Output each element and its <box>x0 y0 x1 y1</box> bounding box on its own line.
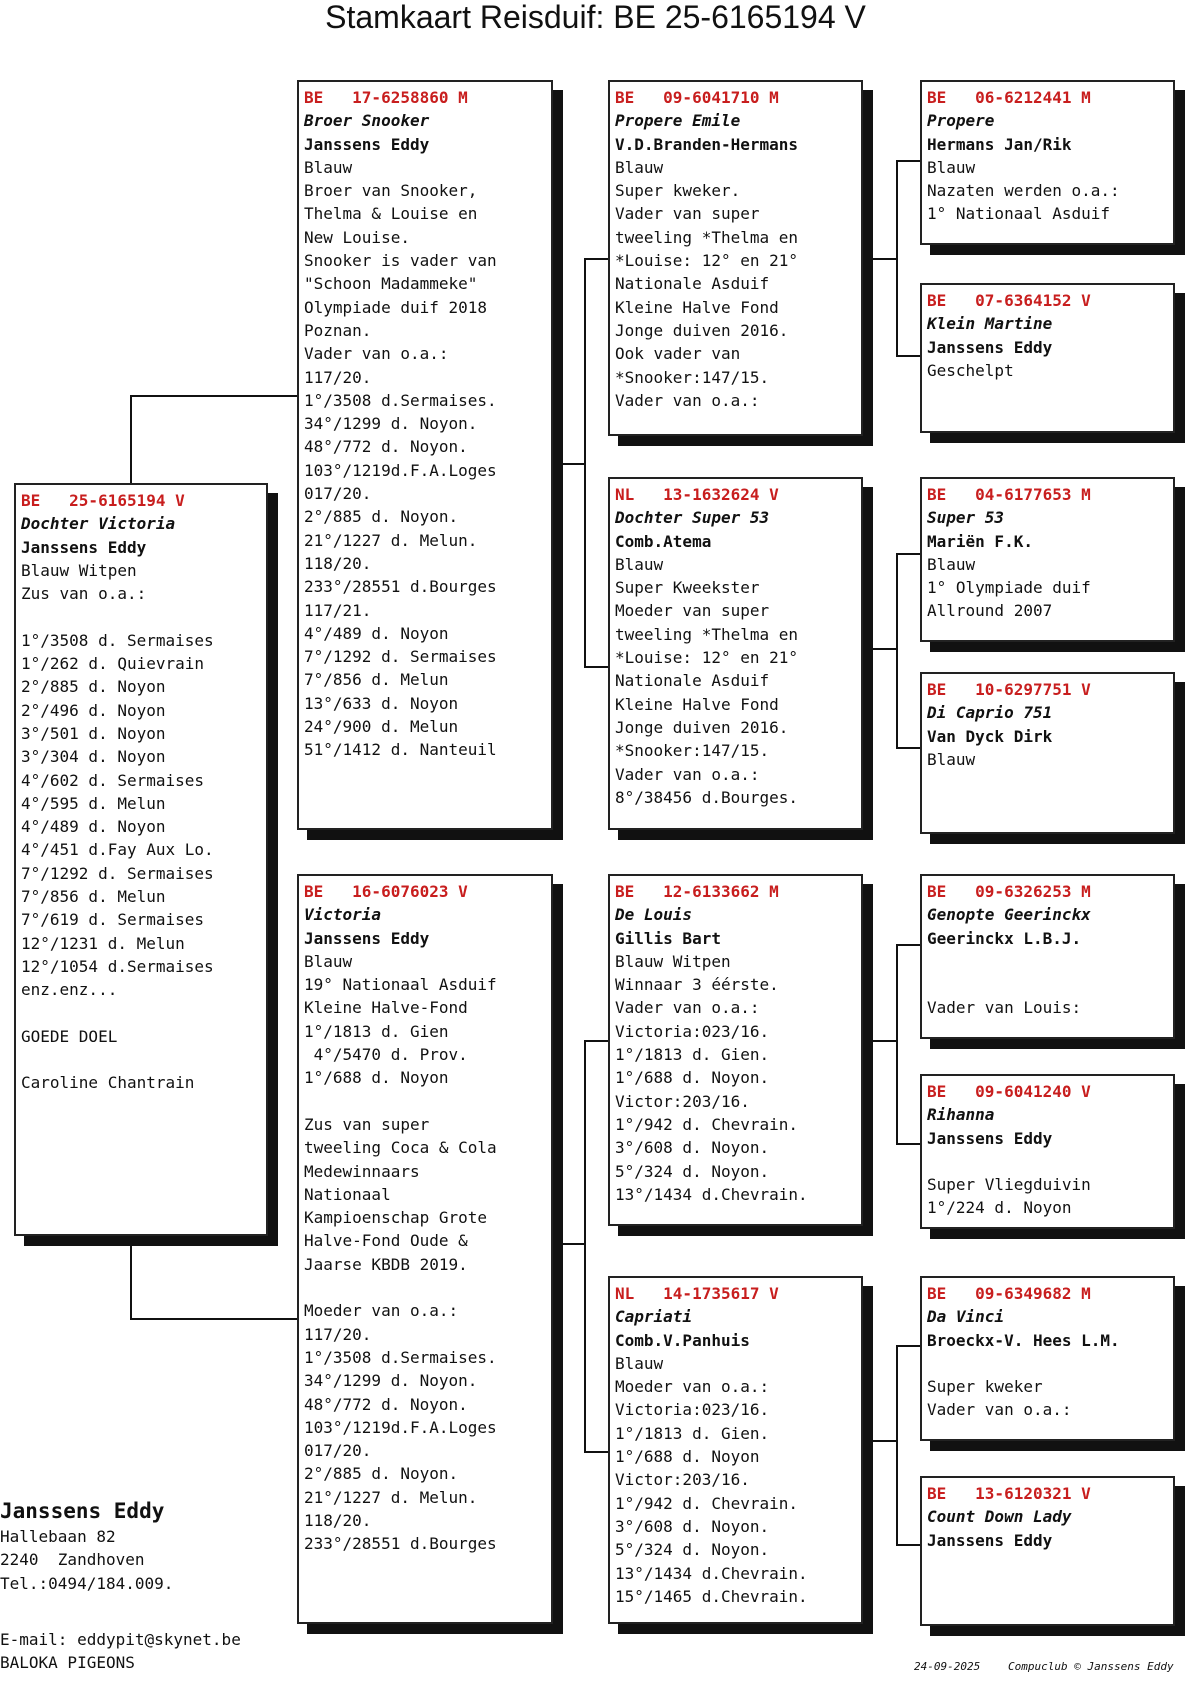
card-line: Victor:203/16. <box>615 1470 750 1490</box>
card-line: 117/21. <box>304 600 372 620</box>
connector-line <box>896 160 920 162</box>
card-line: 4°/489 d. Noyon <box>304 623 449 643</box>
card-line: 3°/608 d. Noyon. <box>615 1138 770 1158</box>
card-line: *Louise: 12° en 21° <box>615 251 799 271</box>
card-line <box>21 1002 261 1025</box>
card-line: tweeling *Thelma en <box>615 624 799 644</box>
ring-number: BE 09-6041710 M <box>615 88 779 107</box>
card-line: Blauw <box>615 1353 664 1373</box>
card-line: Kleine Halve Fond <box>615 297 779 317</box>
card-line: 12°/1054 d.Sermaises <box>21 956 214 976</box>
breeder-name: Broeckx-V. Hees L.M. <box>927 1330 1120 1350</box>
card-line: *Snooker:147/15. <box>615 741 770 761</box>
ring-number: BE 06-6212441 M <box>927 88 1091 107</box>
connector-line <box>896 553 898 749</box>
card-line: 8°/38456 d.Bourges. <box>615 787 799 807</box>
card-line <box>21 605 261 628</box>
pigeon-name: Super 53 <box>927 508 1005 528</box>
card-line: 3°/501 d. Noyon <box>21 723 166 743</box>
breeder-name: Janssens Eddy <box>927 337 1053 357</box>
card-line: Blauw <box>615 554 664 574</box>
ring-number: NL 14-1735617 V <box>615 1284 779 1303</box>
card-line: Super kweker <box>927 1377 1043 1397</box>
card-line: Vader van o.a.: <box>304 344 449 364</box>
pigeon-name: Count Down Lady <box>927 1507 1072 1527</box>
connector-line <box>130 1318 298 1320</box>
card-line: *Louise: 12° en 21° <box>615 648 799 668</box>
card-line: Snooker is vader van <box>304 251 497 271</box>
card-line: 4°/489 d. Noyon <box>21 817 166 837</box>
card-line: 117/20. <box>304 367 372 387</box>
card-line: 21°/1227 d. Melun. <box>304 530 478 550</box>
card-line: 5°/324 d. Noyon. <box>615 1540 770 1560</box>
card-line: Super Vliegduivin <box>927 1175 1091 1195</box>
card-line: Jaarse KBDB 2019. <box>304 1254 468 1274</box>
card-line: 13°/1434 d.Chevrain. <box>615 1184 808 1204</box>
card-line: Blauw <box>927 554 976 574</box>
pedigree-card-subject <box>14 483 268 1236</box>
card-line: Nationale Asduif <box>615 671 770 691</box>
connector-line <box>896 1345 898 1546</box>
connector-line <box>584 1040 586 1453</box>
connector-line <box>584 258 608 260</box>
card-line: 118/20. <box>304 1511 372 1531</box>
pigeon-name: Victoria <box>304 905 382 925</box>
owner-contact <box>0 1628 300 1675</box>
pedigree-card-sire <box>297 80 553 830</box>
card-line: 1°/1813 d. Gien <box>304 1021 449 1041</box>
pedigree-card-dd-dam <box>920 1476 1175 1626</box>
card-line: 1°/224 d. Noyon <box>927 1198 1072 1218</box>
card-line: 1°/3508 d.Sermaises. <box>304 390 497 410</box>
connector-line <box>866 648 898 650</box>
connector-line <box>896 1143 920 1145</box>
ring-number: BE 13-6120321 V <box>927 1484 1091 1503</box>
card-line: Blauw <box>304 951 353 971</box>
card-line: Vader van o.a.: <box>615 764 760 784</box>
connector-line <box>584 258 586 668</box>
card-line: Kleine Halve Fond <box>615 694 779 714</box>
card-line: Vader van super <box>615 204 760 224</box>
card-line: Nazaten werden o.a.: <box>927 181 1120 201</box>
card-line <box>21 1048 261 1071</box>
pedigree-card-dam-dam <box>608 1276 863 1624</box>
card-line: 1° Olympiade duif <box>927 578 1091 598</box>
card-line: Kampioenschap Grote <box>304 1208 488 1228</box>
card-line: Zus van o.a.: <box>21 584 147 604</box>
pedigree-card-sd-sire <box>920 477 1175 642</box>
card-line: Super kweker. <box>615 181 741 201</box>
ring-number: NL 13-1632624 V <box>615 485 779 504</box>
card-line: 15°/1465 d.Chevrain. <box>615 1586 808 1606</box>
card-line: 1° Nationaal Asduif <box>927 204 1111 224</box>
card-line: Jonge duiven 2016. <box>615 320 789 340</box>
card-line: 1°/942 d. Chevrain. <box>615 1114 799 1134</box>
ring-number: BE 09-6349682 M <box>927 1284 1091 1303</box>
card-line: 117/20. <box>304 1324 372 1344</box>
card-line: 13°/633 d. Noyon <box>304 693 459 713</box>
card-line: 103°/1219d.F.A.Loges <box>304 460 497 480</box>
card-line: 3°/608 d. Noyon. <box>615 1516 770 1536</box>
card-line: 1°/1813 d. Gien. <box>615 1045 770 1065</box>
card-line: 017/20. <box>304 1441 372 1461</box>
connector-line <box>556 463 586 465</box>
card-line: 48°/772 d. Noyon. <box>304 437 468 457</box>
owner-loft: BALOKA PIGEONS <box>0 1653 135 1673</box>
card-line: 4°/602 d. Sermaises <box>21 770 205 790</box>
connector-line <box>896 944 920 946</box>
card-line: Victoria:023/16. <box>615 1400 770 1420</box>
breeder-name: Janssens Eddy <box>21 537 147 557</box>
card-line: Blauw Witpen <box>21 560 137 580</box>
card-line: Blauw <box>304 157 353 177</box>
pedigree-card-dd-sire <box>920 1276 1175 1441</box>
card-line: 7°/619 d. Sermaises <box>21 910 205 930</box>
card-line: Kleine Halve-Fond <box>304 998 468 1018</box>
card-line: *Snooker:147/15. <box>615 367 770 387</box>
pigeon-name: Dochter Victoria <box>21 514 176 534</box>
pedigree-card-sd-dam <box>920 672 1175 834</box>
card-line: 1°/3508 d.Sermaises. <box>304 1347 497 1367</box>
card-line: 13°/1434 d.Chevrain. <box>615 1563 808 1583</box>
card-line: tweeling *Thelma en <box>615 227 799 247</box>
connector-line <box>896 160 898 357</box>
card-line: Allround 2007 <box>927 601 1053 621</box>
ring-number: BE 17-6258860 M <box>304 88 468 107</box>
card-line: 51°/1412 d. Nanteuil <box>304 740 497 760</box>
pigeon-name: Broer Snooker <box>304 111 430 131</box>
pigeon-name: Rihanna <box>927 1105 995 1125</box>
page-title: Stamkaart Reisduif: BE 25-6165194 V <box>325 0 866 35</box>
card-line: 2°/885 d. Noyon. <box>304 1464 459 1484</box>
card-line: Blauw <box>927 749 976 769</box>
breeder-name: Janssens Eddy <box>304 928 430 948</box>
card-line: 12°/1231 d. Melun <box>21 933 185 953</box>
card-line <box>304 1090 546 1113</box>
connector-line <box>896 747 920 749</box>
breeder-name: Janssens Eddy <box>927 1530 1053 1550</box>
card-line: 4°/595 d. Melun <box>21 793 166 813</box>
card-line: 48°/772 d. Noyon. <box>304 1394 468 1414</box>
card-line <box>927 1352 1168 1375</box>
owner-name: Janssens Eddy <box>0 1499 165 1523</box>
card-line: 233°/28551 d.Bourges <box>304 1534 497 1554</box>
card-line: 5°/324 d. Noyon. <box>615 1161 770 1181</box>
pedigree-card-ds-sire <box>920 874 1175 1039</box>
card-line: New Louise. <box>304 227 410 247</box>
ring-number: BE 25-6165194 V <box>21 491 185 510</box>
breeder-name: Janssens Eddy <box>304 134 430 154</box>
card-line: Halve-Fond Oude & <box>304 1231 468 1251</box>
pigeon-name: Di Caprio 751 <box>927 703 1053 723</box>
card-line: Zus van super <box>304 1114 430 1134</box>
ring-number: BE 07-6364152 V <box>927 291 1091 310</box>
card-line: Nationaal <box>304 1184 391 1204</box>
card-line: Blauw <box>927 157 976 177</box>
ring-number: BE 09-6041240 V <box>927 1082 1091 1101</box>
card-line: 118/20. <box>304 553 372 573</box>
card-line: 4°/5470 d. Prov. <box>304 1045 468 1065</box>
pedigree-card-ss-dam <box>920 283 1175 433</box>
card-line: 233°/28551 d.Bourges <box>304 577 497 597</box>
connector-line <box>584 1040 608 1042</box>
card-line: Moeder van super <box>615 601 770 621</box>
card-line: 7°/1292 d. Sermaises <box>21 863 214 883</box>
connector-line <box>896 944 898 1145</box>
connector-line <box>896 1345 920 1347</box>
card-line: "Schoon Madammeke" <box>304 274 478 294</box>
connector-line <box>556 1243 586 1245</box>
connector-line <box>866 1440 898 1442</box>
card-line: Vader van Louis: <box>927 998 1082 1018</box>
breeder-name: Hermans Jan/Rik <box>927 134 1072 154</box>
ring-number: BE 04-6177653 M <box>927 485 1091 504</box>
card-line: Moeder van o.a.: <box>615 1377 770 1397</box>
connector-line <box>866 258 898 260</box>
card-line: Jonge duiven 2016. <box>615 717 789 737</box>
breeder-name: Geerinckx L.B.J. <box>927 928 1082 948</box>
breeder-name: Comb.Atema <box>615 531 712 551</box>
card-line: Ook vader van <box>615 344 741 364</box>
connector-line <box>866 1040 898 1042</box>
connector-line <box>896 553 920 555</box>
pigeon-name: Klein Martine <box>927 314 1053 334</box>
breeder-name: Van Dyck Dirk <box>927 726 1053 746</box>
card-line: 017/20. <box>304 484 372 504</box>
connector-line <box>896 355 920 357</box>
breeder-name: Comb.V.Panhuis <box>615 1330 750 1350</box>
breeder-name: Gillis Bart <box>615 928 721 948</box>
card-line: 7°/856 d. Melun <box>304 670 449 690</box>
card-line: 4°/451 d.Fay Aux Lo. <box>21 840 214 860</box>
ring-number: BE 16-6076023 V <box>304 882 468 901</box>
ring-number: BE 10-6297751 V <box>927 680 1091 699</box>
pedigree-card-ds-dam <box>920 1074 1175 1229</box>
owner-phone: Tel.:0494/184.009. <box>0 1573 174 1593</box>
card-line: Poznan. <box>304 320 372 340</box>
connector-line <box>130 395 132 485</box>
card-line: 19° Nationaal Asduif <box>304 975 497 995</box>
card-line: 34°/1299 d. Noyon. <box>304 1371 478 1391</box>
card-line: 7°/1292 d. Sermaises <box>304 647 497 667</box>
breeder-name: Mariën F.K. <box>927 531 1033 551</box>
card-line: 34°/1299 d. Noyon. <box>304 414 478 434</box>
card-line: Vader van o.a.: <box>615 390 760 410</box>
breeder-name: V.D.Branden-Hermans <box>615 134 799 154</box>
card-line: Winnaar 3 éérste. <box>615 975 779 995</box>
card-line: Olympiade duif 2018 <box>304 297 488 317</box>
pigeon-name: Da Vinci <box>927 1307 1005 1327</box>
footer-credit: Compuclub © Janssens Eddy <box>1008 1660 1174 1673</box>
card-line: 2°/885 d. Noyon. <box>304 507 459 527</box>
card-line: 21°/1227 d. Melun. <box>304 1487 478 1507</box>
footer-date: 24-09-2025 <box>914 1660 981 1673</box>
card-line: 1°/688 d. Noyon <box>304 1068 449 1088</box>
card-line <box>927 1150 1168 1173</box>
card-line: Nationale Asduif <box>615 274 770 294</box>
card-line: Victoria:023/16. <box>615 1021 770 1041</box>
card-line: Blauw <box>615 157 664 177</box>
card-line: 103°/1219d.F.A.Loges <box>304 1417 497 1437</box>
owner-city: 2240 Zandhoven <box>0 1550 145 1570</box>
pedigree-card-dam-sire <box>608 874 863 1226</box>
connector-line <box>584 666 608 668</box>
card-line: tweeling Coca & Cola <box>304 1138 497 1158</box>
card-line: Geschelpt <box>927 360 1014 380</box>
pigeon-name: Propere Emile <box>615 111 741 131</box>
pedigree-card-sire-dam <box>608 477 863 830</box>
pigeon-name: De Louis <box>615 905 693 925</box>
card-line: Vader van o.a.: <box>927 1400 1072 1420</box>
card-line: 7°/856 d. Melun <box>21 887 166 907</box>
card-line: Victor:203/16. <box>615 1091 750 1111</box>
pedigree-card-sire-sire <box>608 80 863 436</box>
card-line <box>304 1276 546 1299</box>
ring-number: BE 09-6326253 M <box>927 882 1091 901</box>
owner-address: Hallebaan 82 <box>0 1527 116 1546</box>
card-line: 1°/1813 d. Gien. <box>615 1423 770 1443</box>
card-line: Broer van Snooker, <box>304 181 478 201</box>
connector-line <box>130 395 298 397</box>
card-line: Medewinnaars <box>304 1161 420 1181</box>
card-line: enz.enz... <box>21 980 118 1000</box>
card-line: 1°/3508 d. Sermaises <box>21 630 214 650</box>
pigeon-name: Propere <box>927 111 995 131</box>
card-line: 1°/688 d. Noyon. <box>615 1068 770 1088</box>
card-line <box>927 950 1168 973</box>
owner-email[interactable]: E-mail: eddypit@skynet.be <box>0 1630 241 1649</box>
ring-number: BE 12-6133662 M <box>615 882 779 901</box>
breeder-name: Janssens Eddy <box>927 1128 1053 1148</box>
card-line: Thelma & Louise en <box>304 204 478 224</box>
card-line: Moeder van o.a.: <box>304 1301 459 1321</box>
card-line <box>927 973 1168 996</box>
pedigree-card-ss-sire <box>920 80 1175 245</box>
card-line: Blauw Witpen <box>615 951 731 971</box>
connector-line <box>130 1230 132 1320</box>
card-line: 1°/942 d. Chevrain. <box>615 1493 799 1513</box>
pigeon-name: Genopte Geerinckx <box>927 905 1091 925</box>
pedigree-card-dam <box>297 874 553 1624</box>
pigeon-name: Dochter Super 53 <box>615 508 770 528</box>
connector-line <box>896 1544 920 1546</box>
card-line: GOEDE DOEL <box>21 1026 118 1046</box>
card-line: Super Kweekster <box>615 578 760 598</box>
card-line: 2°/885 d. Noyon <box>21 677 166 697</box>
card-line: 1°/262 d. Quievrain <box>21 654 205 674</box>
card-line: Caroline Chantrain <box>21 1073 195 1093</box>
card-line: 2°/496 d. Noyon <box>21 700 166 720</box>
card-line: 24°/900 d. Melun <box>304 717 459 737</box>
pigeon-name: Capriati <box>615 1307 693 1327</box>
card-line: 3°/304 d. Noyon <box>21 747 166 767</box>
card-line: Vader van o.a.: <box>615 998 760 1018</box>
owner-block <box>0 1497 280 1595</box>
card-line: 1°/688 d. Noyon <box>615 1447 760 1467</box>
connector-line <box>584 1451 608 1453</box>
